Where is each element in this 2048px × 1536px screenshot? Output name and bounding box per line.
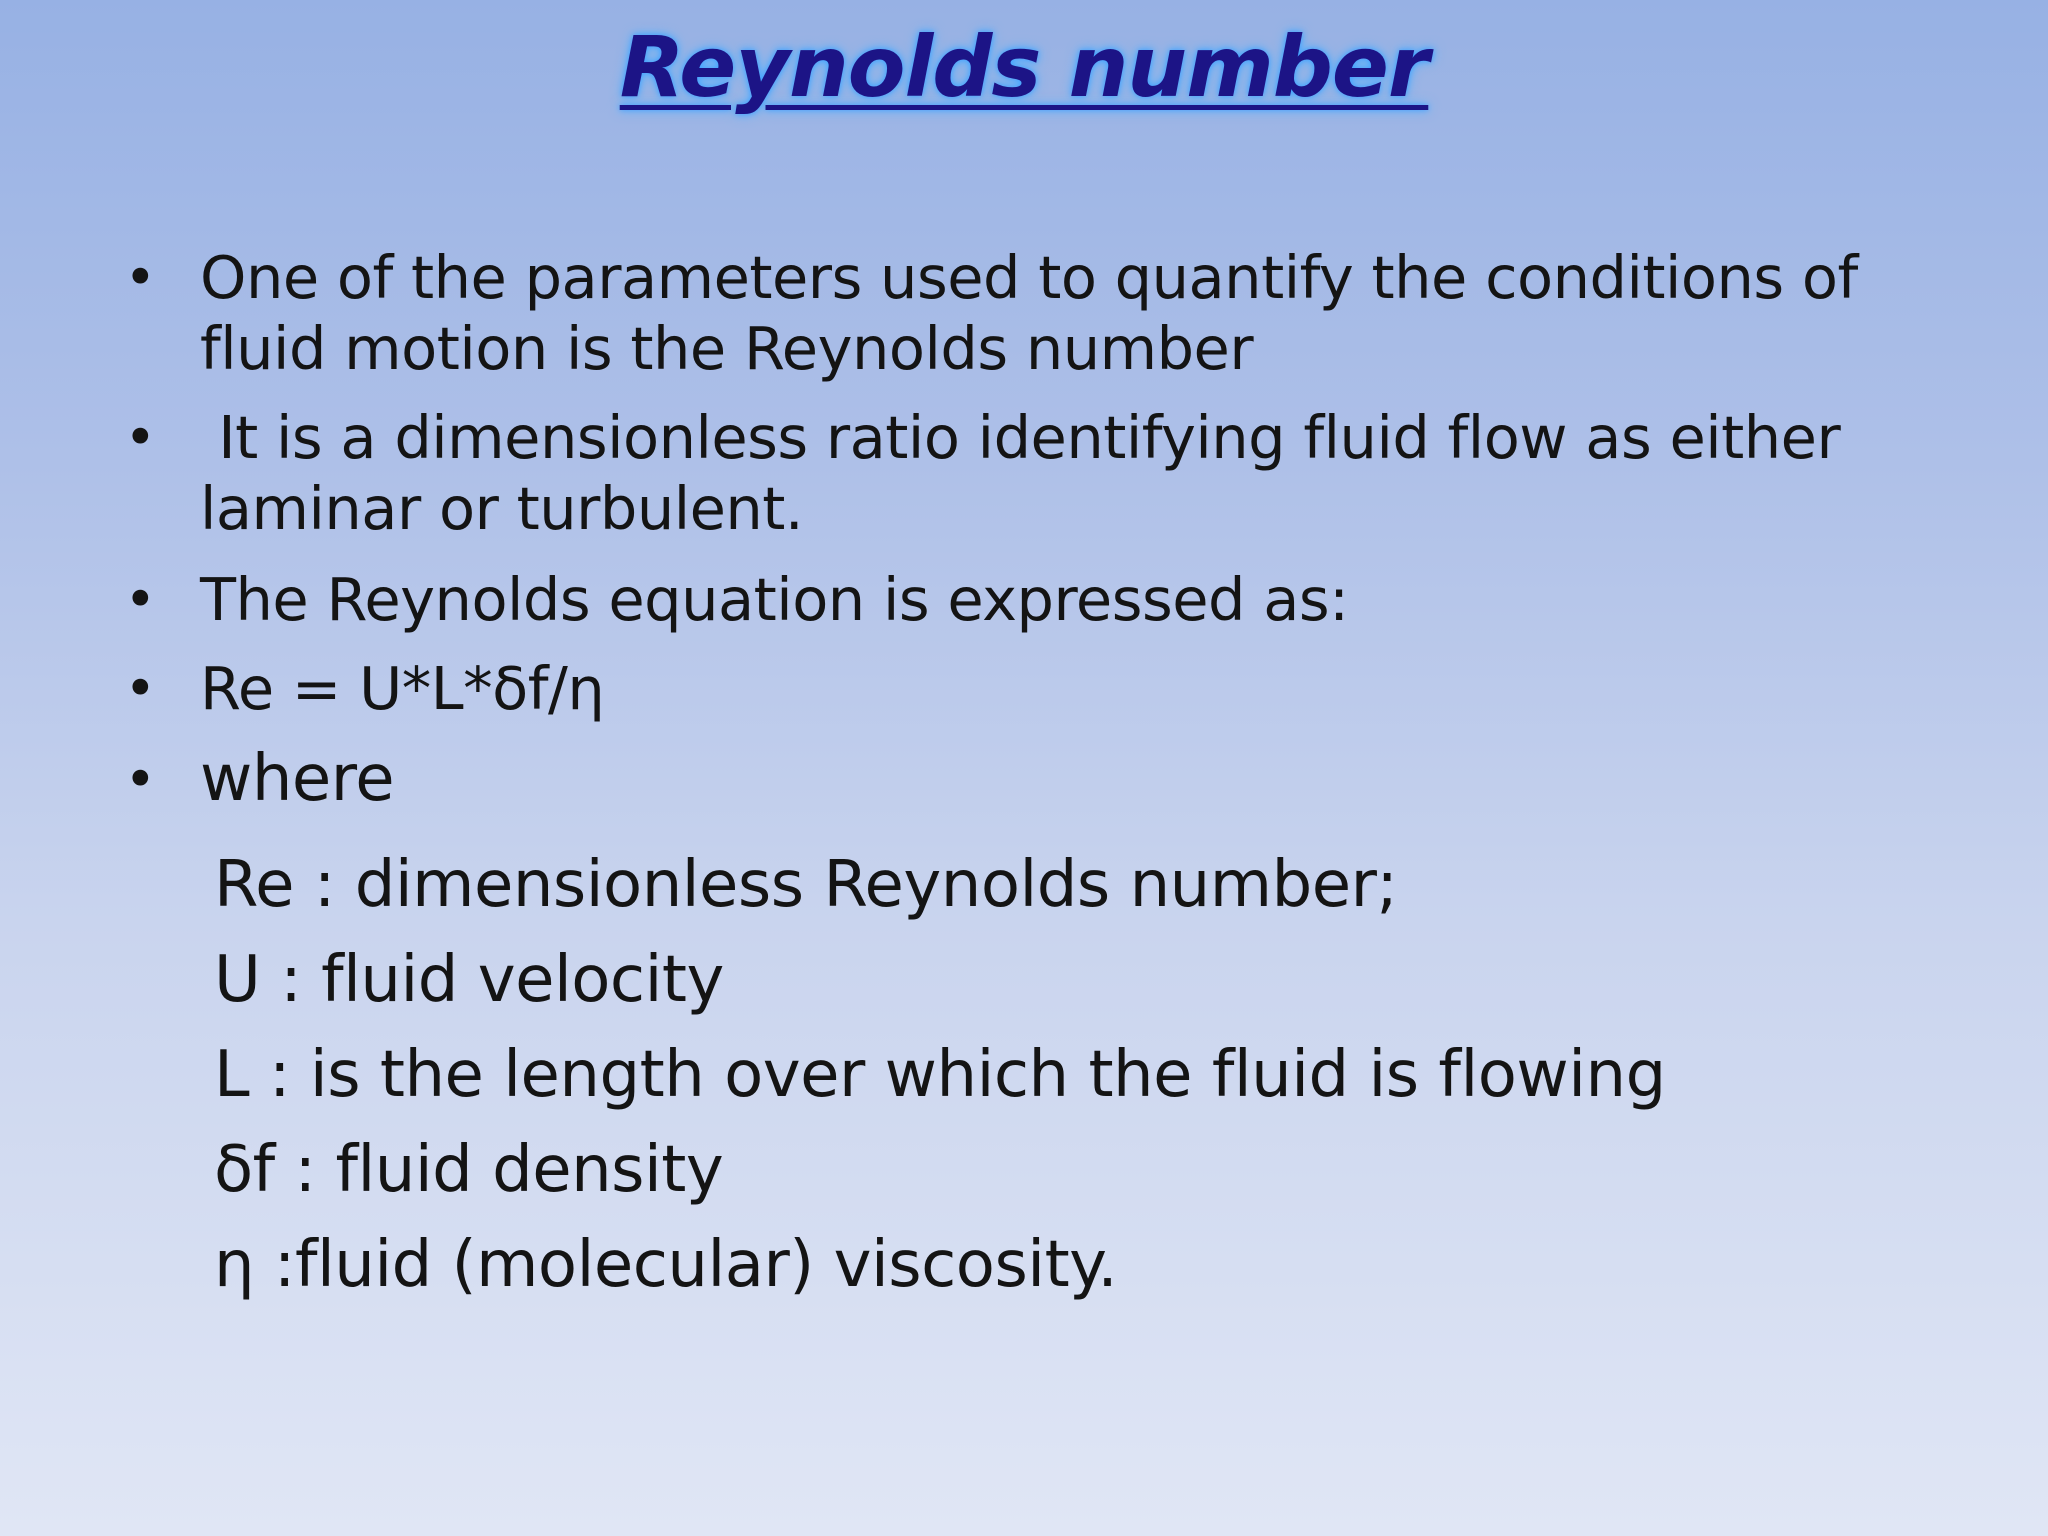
bullet-dot-icon: • [124, 246, 156, 309]
definition-l: L : is the length over which the fluid is flowing [214, 1038, 1666, 1112]
equation-text: Re = U*L*δf/η [200, 654, 605, 723]
bullet-text-line: laminar or turbulent. [200, 474, 804, 543]
definition-density: δf : fluid density [214, 1133, 724, 1207]
bullet-text-line: It is a dimensionless ratio identifying fluid flow as either [200, 403, 1841, 472]
bullet-dot-icon: • [124, 568, 156, 631]
bullet-continuation [200, 313, 1920, 384]
bullet-dot-icon: • [124, 748, 156, 811]
definition-u: U : fluid velocity [214, 943, 724, 1017]
bullet-item [124, 564, 1920, 635]
bullet-item-equation [124, 653, 1920, 724]
bullet-dot-icon: • [124, 657, 156, 720]
definition-re: Re : dimensionless Reynolds number; [214, 848, 1398, 922]
bullet-text-line: One of the parameters used to quantify the conditions of [200, 243, 1858, 312]
definition-list [214, 838, 1666, 1313]
bullet-text-line: where [200, 742, 395, 816]
bullet-text-line: fluid motion is the Reynolds number [200, 314, 1254, 383]
bullet-item [124, 402, 1920, 473]
bullet-text-line: The Reynolds equation is expressed as: [200, 565, 1349, 634]
definition-viscosity: η :fluid (molecular) viscosity. [214, 1228, 1118, 1302]
bullet-item [124, 742, 1920, 816]
bullet-item [124, 242, 1920, 313]
bullet-continuation [200, 473, 1920, 544]
slide-title: Reynolds number [619, 18, 1429, 116]
bullet-dot-icon: • [124, 406, 156, 469]
